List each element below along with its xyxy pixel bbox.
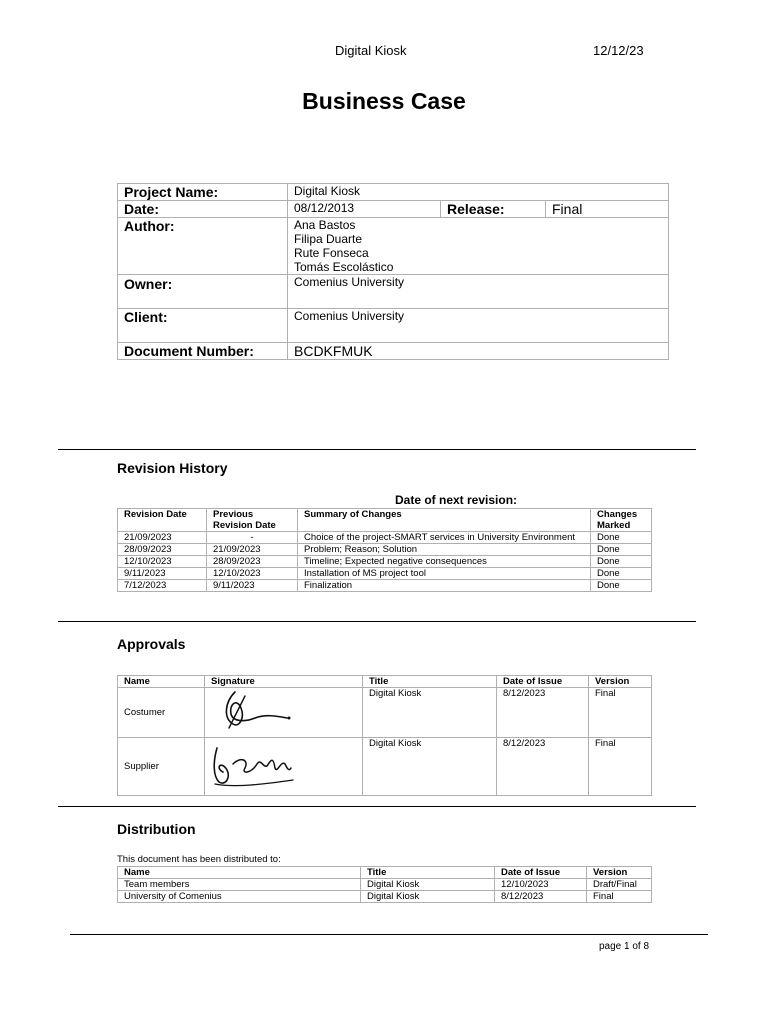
header-date: 12/12/23 bbox=[593, 43, 644, 58]
client-label: Client: bbox=[118, 309, 288, 343]
project-name-label: Project Name: bbox=[118, 184, 288, 201]
table-cell: 21/09/2023 bbox=[207, 544, 298, 556]
distribution-heading: Distribution bbox=[117, 821, 196, 837]
table-row bbox=[118, 688, 652, 738]
author-name: Ana Bastos bbox=[294, 218, 356, 232]
section-divider bbox=[58, 621, 696, 622]
table-cell: Done bbox=[591, 556, 652, 568]
author-name: Rute Fonseca bbox=[294, 246, 369, 260]
column-header: Previous Revision Date bbox=[207, 509, 298, 532]
table-cell: 12/10/2023 bbox=[207, 568, 298, 580]
table-cell: Final bbox=[587, 891, 652, 903]
signature-cell bbox=[205, 688, 363, 738]
table-cell: 7/12/2023 bbox=[118, 580, 207, 592]
table-cell: Supplier bbox=[118, 738, 205, 796]
approvals-table bbox=[117, 675, 652, 796]
table-cell: Done bbox=[591, 580, 652, 592]
author-name: Tomás Escolástico bbox=[294, 260, 394, 274]
date-label: Date: bbox=[118, 201, 288, 218]
column-header: Signature bbox=[205, 676, 363, 688]
column-header: Summary of Changes bbox=[298, 509, 591, 532]
column-header: Name bbox=[118, 867, 361, 879]
section-divider bbox=[58, 806, 696, 807]
author-list bbox=[288, 218, 669, 275]
table-row bbox=[118, 532, 652, 544]
table-cell: 8/12/2023 bbox=[497, 688, 589, 738]
footer-divider bbox=[70, 934, 708, 935]
table-cell: Done bbox=[591, 544, 652, 556]
date-value: 08/12/2013 bbox=[288, 201, 441, 218]
client-value: Comenius University bbox=[288, 309, 669, 343]
table-cell: Digital Kiosk bbox=[363, 738, 497, 796]
table-cell: Digital Kiosk bbox=[361, 879, 495, 891]
table-row bbox=[118, 556, 652, 568]
table-cell: 8/12/2023 bbox=[497, 738, 589, 796]
table-cell: 12/10/2023 bbox=[118, 556, 207, 568]
next-revision-label: Date of next revision: bbox=[395, 493, 518, 507]
table-cell: 8/12/2023 bbox=[495, 891, 587, 903]
release-label: Release: bbox=[441, 201, 546, 218]
table-cell: 12/10/2023 bbox=[495, 879, 587, 891]
table-row bbox=[118, 879, 652, 891]
doc-number-label: Document Number: bbox=[118, 343, 288, 360]
table-cell: Finalization bbox=[298, 580, 591, 592]
customer-signature bbox=[205, 688, 305, 734]
table-cell: University of Comenius bbox=[118, 891, 361, 903]
column-header: Date of Issue bbox=[497, 676, 589, 688]
table-row bbox=[118, 568, 652, 580]
column-header: Date of Issue bbox=[495, 867, 587, 879]
table-row bbox=[118, 544, 652, 556]
supplier-signature bbox=[205, 738, 305, 792]
table-cell: Digital Kiosk bbox=[361, 891, 495, 903]
table-cell: Choice of the project-SMART services in University Environment bbox=[298, 532, 591, 544]
table-row bbox=[118, 738, 652, 796]
column-header: Version bbox=[589, 676, 652, 688]
owner-value: Comenius University bbox=[288, 275, 669, 309]
table-cell: Timeline; Expected negative consequences bbox=[298, 556, 591, 568]
column-header: Title bbox=[361, 867, 495, 879]
table-cell: Final bbox=[589, 688, 652, 738]
doc-number-value: BCDKFMUK bbox=[288, 343, 669, 360]
signature-cell bbox=[205, 738, 363, 796]
document-title: Business Case bbox=[302, 88, 466, 114]
revision-history-heading: Revision History bbox=[117, 460, 228, 476]
table-cell: 21/09/2023 bbox=[118, 532, 207, 544]
project-name-value: Digital Kiosk bbox=[288, 184, 669, 201]
table-cell: 9/11/2023 bbox=[207, 580, 298, 592]
project-info-table bbox=[117, 183, 669, 360]
table-cell: Team members bbox=[118, 879, 361, 891]
column-header: Title bbox=[363, 676, 497, 688]
release-value: Final bbox=[546, 201, 669, 218]
table-cell: - bbox=[207, 532, 298, 544]
table-cell: 9/11/2023 bbox=[118, 568, 207, 580]
table-cell: 28/09/2023 bbox=[118, 544, 207, 556]
distribution-intro: This document has been distributed to: bbox=[117, 854, 281, 865]
header-title: Digital Kiosk bbox=[335, 43, 407, 58]
table-cell: Final bbox=[589, 738, 652, 796]
table-row bbox=[118, 580, 652, 592]
page-number: page 1 of 8 bbox=[599, 941, 650, 952]
revision-history-table bbox=[117, 508, 652, 592]
owner-label: Owner: bbox=[118, 275, 288, 309]
distribution-table bbox=[117, 866, 652, 903]
table-row bbox=[118, 891, 652, 903]
column-header: Changes Marked bbox=[591, 509, 652, 532]
column-header: Name bbox=[118, 676, 205, 688]
table-cell: 28/09/2023 bbox=[207, 556, 298, 568]
table-cell: Draft/Final bbox=[587, 879, 652, 891]
column-header: Version bbox=[587, 867, 652, 879]
table-cell: Installation of MS project tool bbox=[298, 568, 591, 580]
table-cell: Problem; Reason; Solution bbox=[298, 544, 591, 556]
column-header: Revision Date bbox=[118, 509, 207, 532]
author-name: Filipa Duarte bbox=[294, 232, 363, 246]
author-label: Author: bbox=[118, 218, 288, 275]
approvals-heading: Approvals bbox=[117, 636, 186, 652]
table-cell: Digital Kiosk bbox=[363, 688, 497, 738]
section-divider bbox=[58, 449, 696, 450]
table-cell: Costumer bbox=[118, 688, 205, 738]
table-cell: Done bbox=[591, 568, 652, 580]
table-cell: Done bbox=[591, 532, 652, 544]
